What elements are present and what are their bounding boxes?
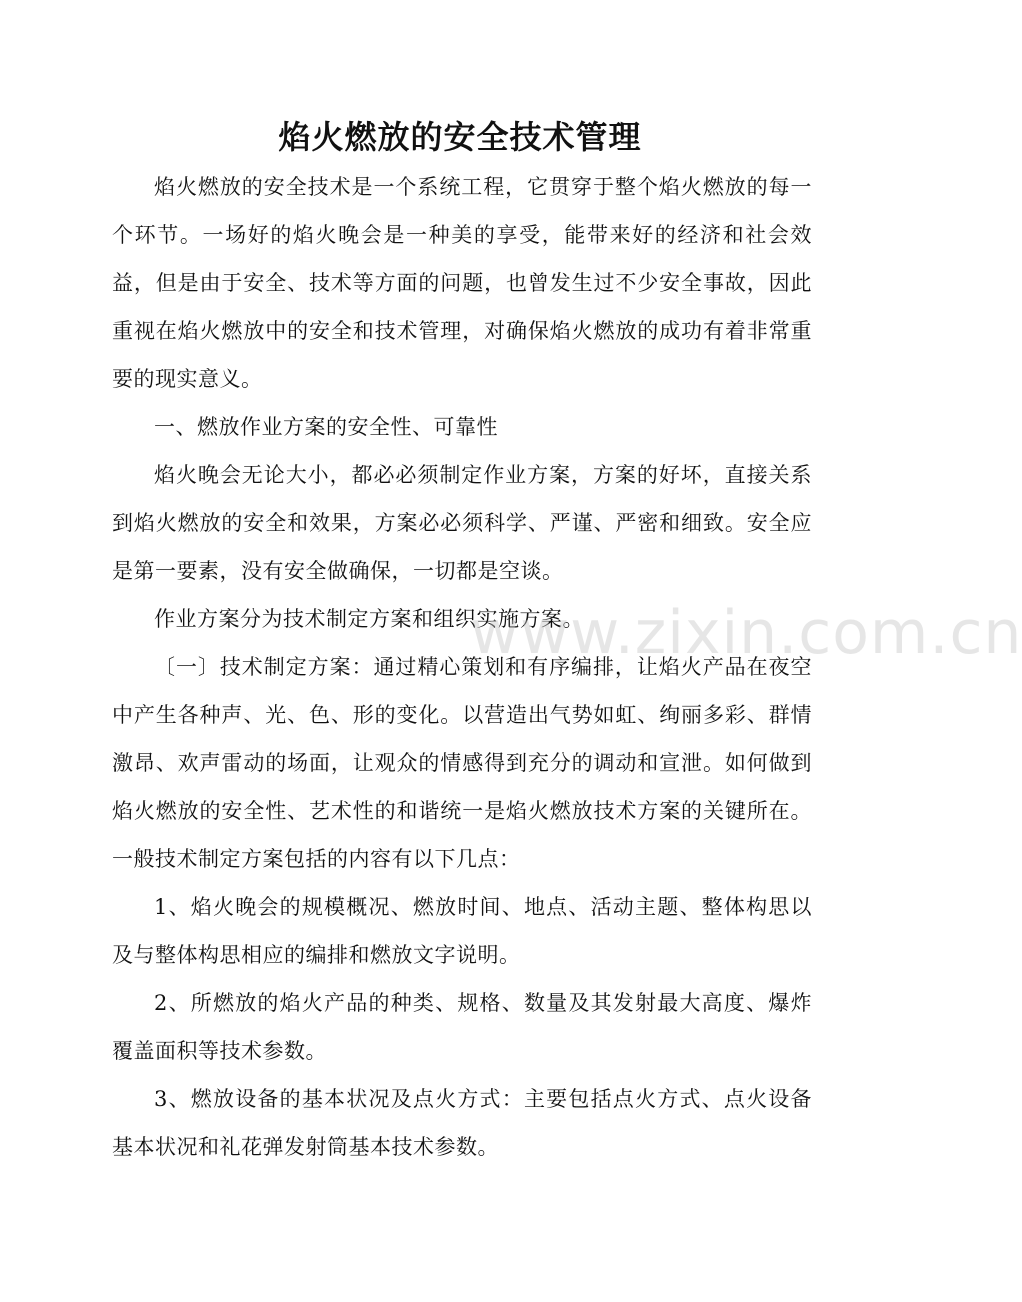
list-item-3: 3、燃放设备的基本状况及点火方式：主要包括点火方式、点火设备基本状况和礼花弹发射筒基本技术参数。 <box>112 1087 812 1159</box>
paragraph-plan-requirement: 焰火晚会无论大小，都必必须制定作业方案，方案的好坏，直接关系到焰火燃放的安全和效果，方案必必须科学、严谨、严密和细致。安全应是第一要素，没有安全做确保，一切都是空谈。 <box>112 463 812 583</box>
paragraph-technical-plan: 〔一〕技术制定方案：通过精心策划和有序编排，让焰火产品在夜空中产生各种声、光、色、形的变化。以营造出气势如虹、绚丽多彩、群情激昂、欢声雷动的场面，让观众的情感得到充分的调动和宣泄。如何做到焰火燃放的安全性、艺术性的和谐统一是焰火燃放技术方案的关键所在。一般技术制定方案包括的内容有以下几点： <box>112 655 812 871</box>
list-item-1: 1、焰火晚会的规模概况、燃放时间、地点、活动主题、整体构思以及与整体构思相应的编排和燃放文字说明。 <box>112 895 812 967</box>
paragraph-intro: 焰火燃放的安全技术是一个系统工程，它贯穿于整个焰火燃放的每一个环节。一场好的焰火晚会是一种美的享受，能带来好的经济和社会效益，但是由于安全、技术等方面的问题，也曾发生过不少安全事故，因此重视在焰火燃放中的安全和技术管理，对确保焰火燃放的成功有着非常重要的现实意义。 <box>112 175 812 391</box>
section-heading-1: 一、燃放作业方案的安全性、可靠性 <box>154 415 498 439</box>
watermark: www.zixin.com.cn <box>470 598 1022 668</box>
paragraph-plan-types: 作业方案分为技术制定方案和组织实施方案。 <box>154 607 584 631</box>
document-body <box>112 163 812 1171</box>
list-item-2: 2、所燃放的焰火产品的种类、规格、数量及其发射最大高度、爆炸覆盖面积等技术参数。 <box>112 991 812 1063</box>
document-title: 焰火燃放的安全技术管理 <box>278 118 642 156</box>
